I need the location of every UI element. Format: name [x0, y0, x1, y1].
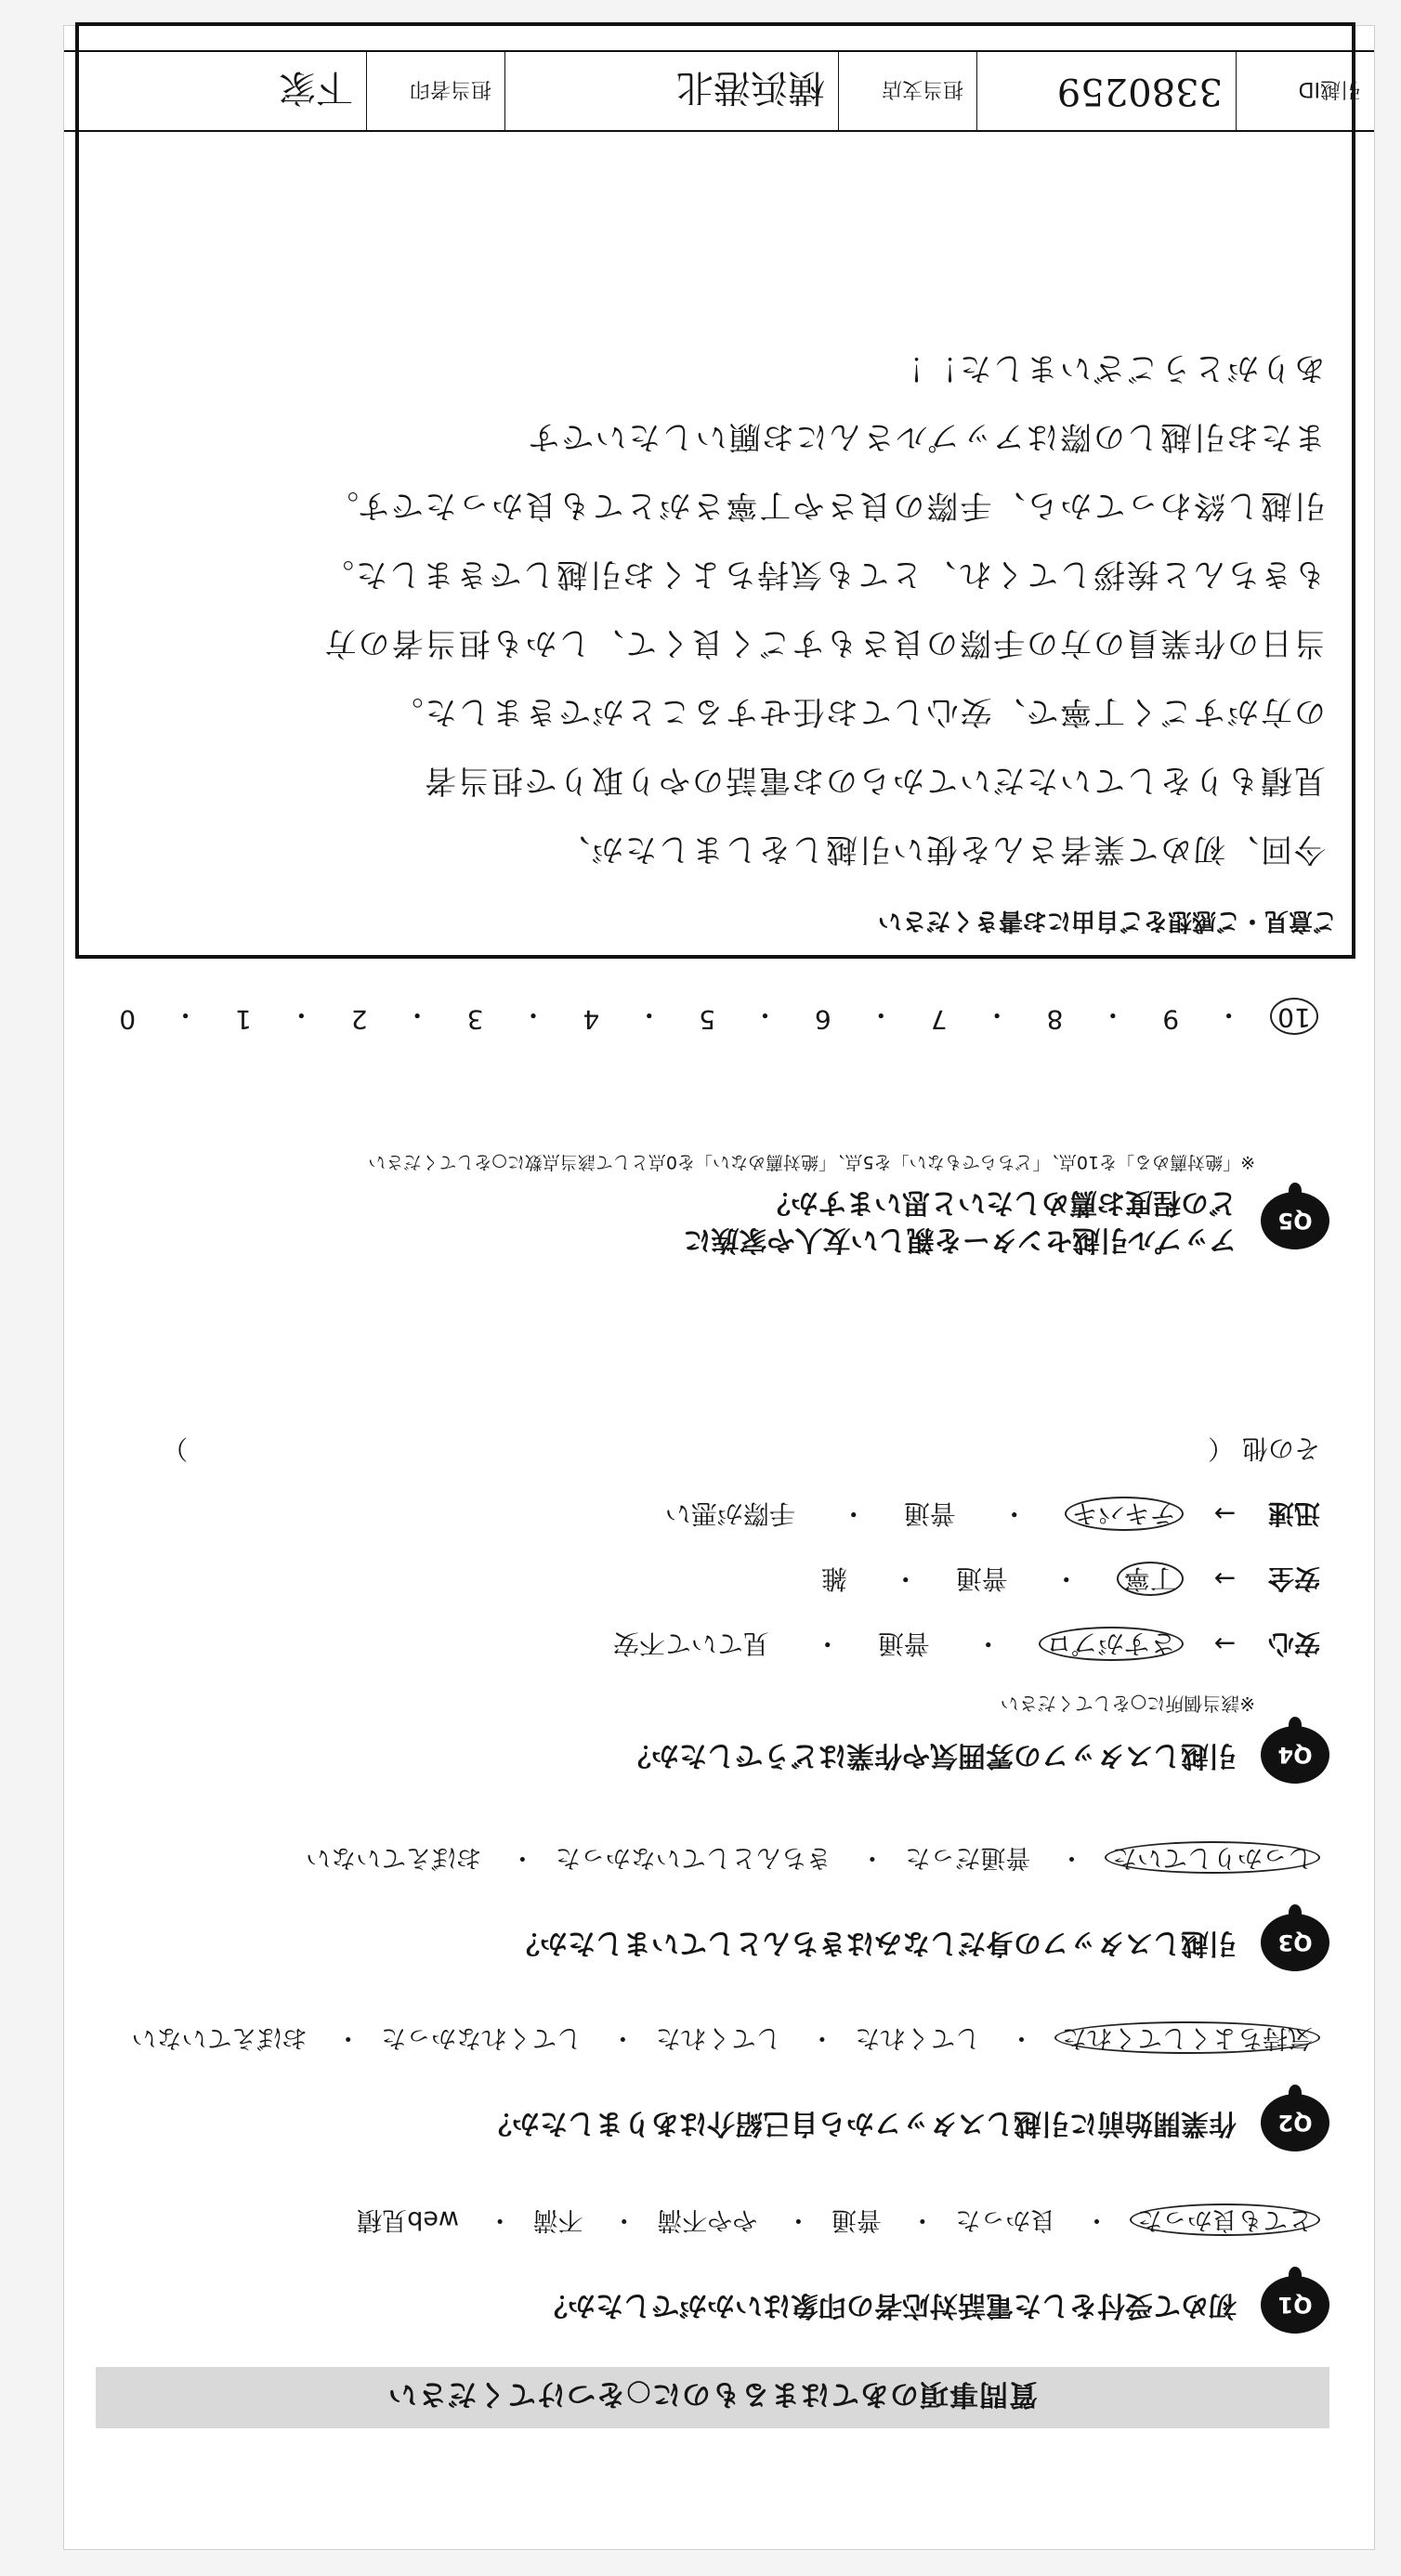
comment-box[interactable] — [75, 22, 1355, 959]
survey-page — [63, 25, 1375, 2550]
q4-row-label: 迅速 — [1267, 1498, 1320, 1529]
q4-other-close: ） — [162, 1433, 189, 1464]
id-value[interactable]: 3380259 — [977, 52, 1237, 130]
q5-score-9[interactable]: 9 — [1162, 1004, 1180, 1035]
q3-badge: Q3 — [1261, 1914, 1329, 1971]
q2-option-4[interactable]: してくれなかった — [381, 2023, 583, 2052]
q4-row-label: 安全 — [1267, 1563, 1320, 1594]
q1-option-4[interactable]: やや不満 — [657, 2205, 758, 2234]
q4-anshin-option-2[interactable]: 普通 — [877, 1628, 930, 1659]
q5-score-3[interactable]: 3 — [466, 1004, 484, 1035]
q5-score-2[interactable]: 2 — [350, 1004, 368, 1035]
q3-text: 引越しスタッフの身だしなみはきちんとしていましたか？ — [512, 1927, 1237, 1959]
comment-line: 見積もりをしていただいてからのお電話のやり取りで担当者 — [423, 762, 1326, 799]
q1-options: とても良かった・ 良かった・ 普通・ やや不満・ 不満・ web見積 — [66, 2204, 1320, 2241]
q3-option-1[interactable]: しっかりしていた — [1105, 1841, 1320, 1874]
q5-score-0[interactable]: 0 — [119, 1004, 137, 1035]
comment-line: 引越し終わってから、手際の良さや丁寧さがとても良かったです。 — [325, 487, 1326, 524]
q2-badge: Q2 — [1261, 2094, 1329, 2151]
q1-option-3[interactable]: 普通 — [831, 2205, 882, 2234]
q2-text: 作業開始前に引越しスタッフから自己紹介はありましたか？ — [484, 2107, 1237, 2139]
q1-text: 初めて受付をした電話対応者の印象はいかがでしたか？ — [540, 2289, 1237, 2321]
q4-jinsoku-option-3[interactable]: 手際が悪い — [664, 1498, 795, 1529]
q5-text-line2: どの程度お薦めしたいと思いますか？ — [763, 1186, 1237, 1219]
question-3 — [66, 1842, 1329, 1971]
branch-label: 担当支店 — [839, 52, 977, 130]
q1-option-6[interactable]: web見積 — [357, 2205, 460, 2234]
manager-label: 担当者印 — [367, 52, 505, 130]
q4-text: 引越しスタッフの雰囲気や作業はどうでしたか？ — [623, 1739, 1237, 1772]
q4-row-anzen: 安全 → 丁寧・ 普通・ 雑 — [66, 1562, 1320, 1599]
question-1 — [66, 2204, 1329, 2334]
arrow-right-icon: → — [1213, 1498, 1237, 1529]
comment-line: ありがとうございました！！ — [891, 349, 1326, 386]
q2-option-3[interactable]: してくれた — [655, 2023, 781, 2052]
q5-scale: 10 ・ 9 ・ 8 ・ 7 ・ 6 ・ 5 ・ 4 ・ 3 ・ 2 ・ 1 ・ 0 — [111, 998, 1318, 1035]
id-bar — [64, 50, 1374, 132]
id-label: 引越ID — [1298, 77, 1361, 101]
q4-anzen-option-3[interactable]: 雑 — [820, 1563, 847, 1594]
q5-score-8[interactable]: 8 — [1046, 1004, 1064, 1035]
q4-note: ※該当個所に○をしてください — [1000, 1693, 1255, 1715]
q3-option-3[interactable]: きちんとしていなかった — [555, 1843, 831, 1872]
comment-handwriting — [105, 333, 1326, 883]
comment-line: もきちんと挨拶してくれ、とても気持ちよくお引越しできました。 — [320, 556, 1326, 593]
q3-options: しっかりしていた・ 普通だった・ きちんとしていなかった・ おぼえていない — [66, 1842, 1320, 1878]
question-5 — [66, 1151, 1329, 1258]
q2-option-1[interactable]: 気持ちよくしてくれた — [1054, 2021, 1320, 2054]
q5-score-1[interactable]: 1 — [235, 1004, 252, 1035]
q5-score-6[interactable]: 6 — [814, 1004, 831, 1035]
q4-anzen-option-1[interactable]: 丁寧 — [1117, 1562, 1184, 1596]
arrow-right-icon: → — [1213, 1563, 1237, 1594]
q4-other — [66, 1432, 1320, 1469]
q4-other-open: （ — [1208, 1433, 1235, 1464]
q4-anzen-option-2[interactable]: 普通 — [955, 1563, 1008, 1594]
q4-jinsoku-option-1[interactable]: テキパキ — [1065, 1497, 1184, 1531]
q1-option-2[interactable]: 良かった — [955, 2205, 1056, 2234]
q4-badge: Q4 — [1261, 1726, 1329, 1784]
q3-option-2[interactable]: 普通だった — [905, 1843, 1031, 1872]
q5-note: ※「絶対薦める」を10点、「どちらでもない」を5点、「絶対薦めない」を0点として該当点数に○をしてください — [368, 1152, 1255, 1172]
q4-anshin-option-1[interactable]: さすがプロ — [1039, 1627, 1184, 1661]
q4-other-label: その他 — [1241, 1433, 1320, 1464]
q5-score-4[interactable]: 4 — [583, 1004, 600, 1035]
comment-line: 今回、初めて業者さんを使い引越しをしましたが、 — [556, 830, 1326, 868]
q4-row-anshin: 安心 → さすがプロ・ 普通・ 見ていて不安 — [66, 1627, 1320, 1664]
q1-badge: Q1 — [1261, 2276, 1329, 2334]
question-4 — [66, 1432, 1329, 1784]
q5-score-10[interactable]: 10 — [1270, 998, 1318, 1035]
q4-row-label: 安心 — [1267, 1628, 1320, 1659]
q4-jinsoku-option-2[interactable]: 普通 — [903, 1498, 956, 1529]
q5-score-7[interactable]: 7 — [930, 1004, 948, 1035]
q2-option-2[interactable]: してくれた — [855, 2023, 981, 2052]
q5-text-line1: アップル引越センターを親しい友人や家族に — [683, 1223, 1237, 1256]
q5-score-5[interactable]: 5 — [699, 1004, 716, 1035]
q3-option-4[interactable]: おぼえていない — [306, 1843, 482, 1872]
q5-badge: Q5 — [1261, 1192, 1329, 1249]
comment-header: ご意見・ご感想をご自由にお書きください — [877, 907, 1337, 935]
instruction-bar: 質問事項のあてはまるものに○をつけてください — [96, 2367, 1329, 2428]
comment-line: 当日の作業員の方の手際の良さもすごく良くて、しかも担当者の方 — [322, 624, 1326, 661]
comment-line: またお引越しの際はアップルさんにお願いしたいです — [526, 418, 1326, 455]
q4-anshin-option-3[interactable]: 見ていて不安 — [612, 1628, 769, 1659]
question-2 — [66, 2022, 1329, 2151]
q1-option-1[interactable]: とても良かった — [1130, 2203, 1320, 2236]
comment-line: の方がすごく丁寧で、安心してお任せすることができました。 — [389, 693, 1326, 730]
q2-options: 気持ちよくしてくれた・ してくれた・ してくれた・ してくれなかった・ おぼえていない — [66, 2022, 1320, 2059]
manager-stamp[interactable]: 下家 — [64, 52, 367, 130]
q2-option-5[interactable]: おぼえていない — [131, 2023, 308, 2052]
q4-row-jinsoku: 迅速 → テキパキ・ 普通・ 手際が悪い — [66, 1497, 1320, 1534]
q1-option-5[interactable]: 不満 — [532, 2205, 583, 2234]
branch-value[interactable]: 横浜港北 — [505, 52, 839, 130]
arrow-right-icon: → — [1213, 1628, 1237, 1659]
